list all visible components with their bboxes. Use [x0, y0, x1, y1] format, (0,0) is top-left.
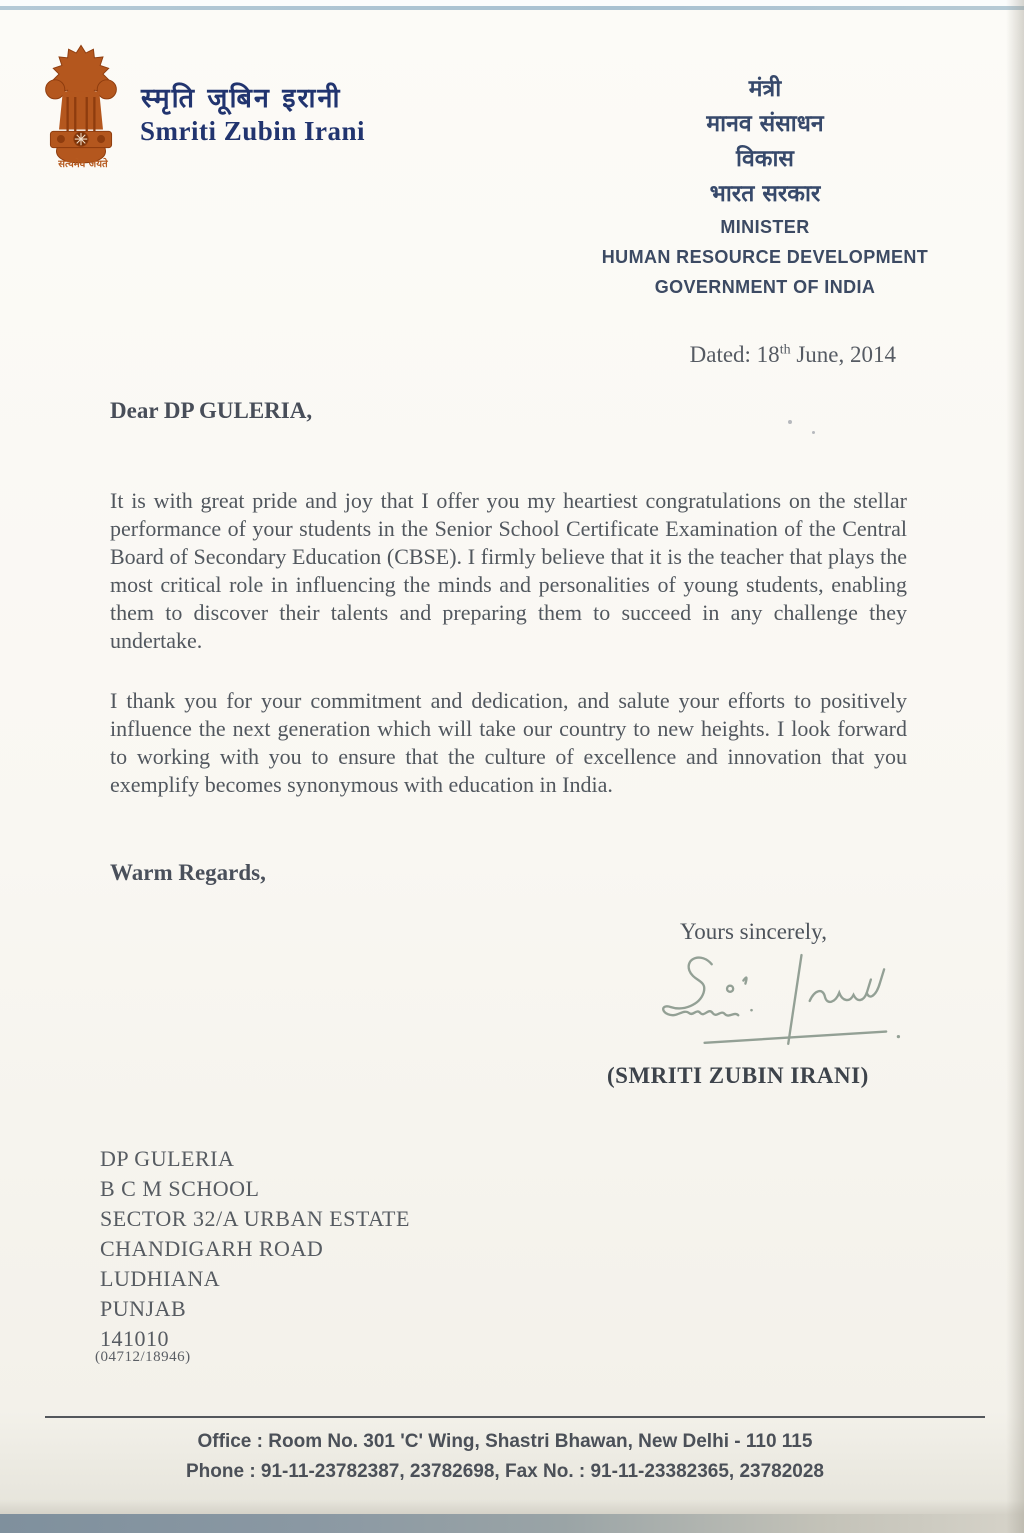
- footer-divider: [45, 1416, 985, 1418]
- salutation: Dear DP GULERIA,: [110, 398, 313, 423]
- date-suffix: June, 2014: [790, 342, 896, 367]
- address-line: B C M SCHOOL: [100, 1176, 260, 1201]
- ashoka-emblem-icon: [38, 42, 124, 174]
- signatory-name: (SMRITI ZUBIN IRANI): [607, 1063, 869, 1088]
- address-line: DP GULERIA: [100, 1146, 235, 1171]
- sender-name-hindi: स्मृति जूबिन इरानी: [141, 83, 342, 114]
- footer-phone-fax: Phone : 91-11-23782387, 23782698, Fax No. : 91-11-23382365, 23782028: [185, 1461, 824, 1482]
- photo-bottom-shadow: [0, 1500, 1024, 1514]
- minister-office-block: [545, 72, 985, 302]
- footer-office-address: Office : Room No. 301 'C' Wing, Shastri Bhawan, New Delhi - 110 115: [197, 1431, 813, 1452]
- address-line: LUDHIANA: [100, 1266, 221, 1291]
- photo-speck: [812, 431, 815, 434]
- address-line: SECTOR 32/A URBAN ESTATE: [100, 1206, 410, 1231]
- date-prefix: Dated: 18: [689, 342, 780, 367]
- office-hindi-line: विकास: [736, 146, 794, 172]
- office-hindi-line: मानव संसाधन: [706, 111, 824, 137]
- minister-office-hindi: [545, 72, 985, 212]
- closing-regards: Warm Regards,: [110, 860, 266, 885]
- emblem-motto: सत्यमेव जयते: [58, 159, 108, 170]
- office-hindi-line: मंत्री: [748, 76, 782, 102]
- office-hindi-line: भारत सरकार: [709, 181, 821, 207]
- address-line: 141010: [100, 1326, 169, 1351]
- photo-speck: [788, 420, 792, 424]
- office-english-line: MINISTER: [720, 217, 810, 237]
- office-english-line: GOVERNMENT OF INDIA: [654, 277, 876, 297]
- body-paragraph-1: It is with great pride and joy that I offer you my heartiest congratulations on the stellar performance of your students in the Senior School Certificate Examination of the Central Board of Secondary Education (CBSE). I firmly believe that it is the teacher that plays the most critical role in influencing the minds and personalities of young students, enabling them to discover their talents and preparing them to succeed in any challenge they undertake.: [110, 488, 907, 653]
- letter-date: [690, 342, 896, 368]
- photo-bottom-edge: [0, 1514, 1024, 1533]
- body-paragraph-2: I thank you for your commitment and dedication, and salute your efforts to positively influence the next generation which will take our country to new heights. I look forward to working with you to ensure that the culture of excellence and innovation that you exemplify becomes synonymous with education in India.: [110, 688, 907, 797]
- sender-name-english: Smriti Zubin Irani: [140, 116, 366, 146]
- reference-number: (04712/18946): [95, 1349, 191, 1365]
- photo-right-shadow: [1006, 0, 1024, 1533]
- address-line: PUNJAB: [100, 1296, 187, 1321]
- address-line: CHANDIGARH ROAD: [100, 1236, 324, 1261]
- sign-off: Yours sincerely,: [680, 919, 827, 944]
- handwritten-signature-icon: [648, 952, 904, 1054]
- minister-office-english: [545, 212, 985, 302]
- date-ordinal: th: [779, 342, 791, 358]
- recipient-address: [100, 1144, 410, 1354]
- photo-top-edge-line: [0, 6, 1024, 10]
- office-english-line: HUMAN RESOURCE DEVELOPMENT: [601, 247, 929, 267]
